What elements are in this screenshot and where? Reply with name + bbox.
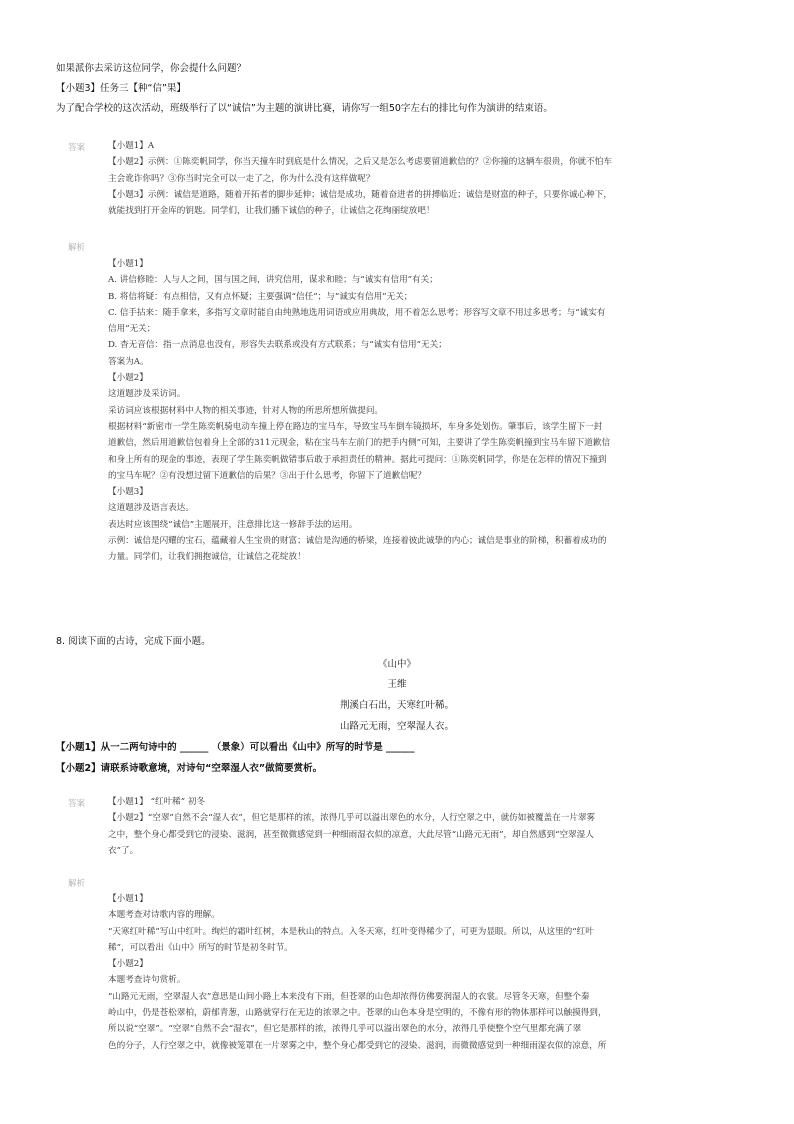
text-line: 采访词应该根据材料中人物的相关事迹，针对人物的所思所想所做提问。: [108, 405, 384, 416]
text-line: 主会讹诈你吗？③你当时完全可以一走了之，你为什么没有这样做呢？: [108, 173, 375, 184]
text-line: 之中，整个身心都受到它的浸染、滋润，甚至微微感觉到一种细雨湿衣似的凉意，大此尽管“山路元无雨”，却自然感到“空翠湿人: [108, 829, 594, 840]
text-line: 【小题3】: [108, 487, 148, 498]
text-line: 【小题1】: [108, 894, 148, 904]
text-line: 力量。同学们，让我们拥抱诚信，让诚信之花绽放！: [108, 552, 306, 563]
task3-title: 【小题3】任务三【种“信”果】: [56, 83, 186, 94]
question-8-heading: 8. 阅读下面的古诗，完成下面小题。: [56, 636, 211, 647]
answer-tag: 答案: [68, 143, 86, 153]
text-line: 本题考查对诗歌内容的理解。: [108, 910, 220, 921]
text-line: “天寒红叶稀”写山中红叶。绚烂的霜叶红树，本是秋山的特点。入冬天寒，红叶变得稀少了，可更为显眼。所以，从这里的“红叶: [108, 926, 594, 937]
text-line: 【小题3】示例：诚信是道路，随着开拓者的脚步延伸；诚信是成功，随着奋进者的拼搏临近；诚信是财富的种子，只要你诚心种下，: [108, 189, 612, 200]
text-line: 本题考查诗句赏析。: [108, 975, 186, 986]
analysis-tag: 解析: [68, 243, 86, 253]
text-line: B. 将信将疑：有点相信，又有点怀疑；主要强调“信任”；与“诚实有信用”无关；: [108, 291, 413, 302]
poem-title: 《山中》: [377, 659, 416, 670]
text-line: 就能找到打开金库的钥匙。同学们，让我们播下诚信的种子，让诚信之花绚丽绽放吧！: [108, 206, 435, 217]
text-line: 所以说“空翠”。“空翠”自然不会“湿衣”，但它是那样的浓，浓得几乎可以溢出翠色的水分，浓得几乎使整个空气里都充满了翠: [108, 1024, 582, 1035]
text-line: 稀”，可以看出《山中》所写的时节是初冬时节。: [108, 942, 293, 953]
analysis-tag-2: 解析: [68, 879, 86, 889]
text-line: “山路元无雨，空翠湿人衣”意思是山间小路上本来没有下雨，但苍翠的山色却浓得仿佛要润湿人的衣裳。尽管冬天寒，但整个秦: [108, 991, 590, 1002]
text-line: 信用”无关；: [108, 324, 156, 335]
subquestion-1: 【小题1】从一二两句诗中的 ______ （景象）可以看出《山中》所写的时节是 ______: [56, 742, 415, 753]
text-line: C. 信手拈来：随手拿来，多指写文章时能自由纯熟地选用词语或应用典故，用不着怎么思考；形容写文章不用过多思考；与“诚实有: [108, 307, 606, 318]
question-line: 如果派你去采访这位同学，你会提什么问题？: [56, 63, 247, 74]
text-line: 色的分子，人行空翠之中，就像被笼罩在一片翠雾之中，整个身心都受到它的浸染、滋润，而微微感觉到一种细雨湿衣似的凉意，所: [108, 1040, 607, 1051]
text-line: 【小题2】示例：①陈奕帆同学，你当天撞车时到底是什么情况，之后又是怎么考虑要留道歉信的？②你撞的这辆车很贵，你就不怕车: [108, 157, 612, 168]
text-line: 衣”了。: [108, 845, 139, 856]
text-line: 和身上所有的现金的事迹，表现了学生陈奕帆做错事后敢于承担责任的精神。据此可提问：①陈奕帆同学，你是在怎样的情况下撞到: [108, 454, 607, 465]
text-line: 示例：诚信是闪耀的宝石，蕴藏着人生宝贵的财富；诚信是沟通的桥梁，连接着彼此诚挚的内心；诚信是事业的阶梯，积蓄着成功的: [108, 536, 607, 547]
text-line: 的宝马车呢？②有没想过留下道歉信的后果？③出于什么思考，你留下了道歉信呢？: [108, 470, 426, 481]
poem-author: 王维: [387, 679, 407, 690]
answer-block-2: [108, 794, 780, 859]
text-line: 道歉信，然后用道歉信包着身上全部的311元现金，粘在宝马车左前门的把手内侧”可知，主要讲了学生陈奕帆撞到宝马车留下道歉信: [108, 438, 611, 449]
text-line: 表达时应该围绕“诚信”主题展开，注意排比这一修辞手法的运用。: [108, 519, 358, 530]
text-line: 【小题2】“空翠”自然不会“湿人衣”，但它是那样的浓，浓得几乎可以溢出翠色的水分，人行空翠之中，就仿如被覆盖在一片翠雾: [108, 813, 596, 824]
poem-line-1: 荆溪白石出，天寒红叶稀。: [339, 700, 454, 711]
text-line: A. 讲信修睦：人与人之间，国与国之间，讲究信用，谋求和睦；与“诚实有信用”有关；: [108, 275, 438, 286]
text-line: 根据材料“新密市一学生陈奕帆骑电动车撞上停在路边的宝马车，导致宝马车倒车镜损坏，车身多处划伤。肇事后，该学生留下一封: [108, 421, 603, 432]
analysis-block: [108, 256, 780, 566]
text-line: 答案为A。: [108, 356, 149, 367]
text-line: 【小题1】 “红叶稀” 初冬: [108, 797, 206, 807]
answer-tag-2: 答案: [68, 799, 86, 809]
subquestion-2: 【小题2】请联系诗歌意境，对诗句“空翠湿人衣”做简要赏析。: [56, 763, 323, 774]
text-line: 【小题1】A: [108, 141, 155, 151]
text-line: 【小题2】: [108, 373, 148, 384]
text-line: 这道题涉及采访词。: [108, 389, 186, 400]
text-line: 岭山中，仍是苍松翠柏，蔚郁青葱，山路就穿行在无边的浓翠之中。苍翠的山色本身是空明的，不像有形的物体那样可以触摸得到，: [108, 1008, 607, 1019]
text-line: 这道题涉及语言表达。: [108, 503, 194, 514]
text-line: 【小题1】: [108, 259, 148, 269]
answer-block: [108, 138, 780, 219]
task3-prompt: 为了配合学校的这次活动，班级举行了以“诚信”为主题的演讲比赛，请你写一组50字左右的排比句作为演讲的结束语。: [56, 103, 553, 114]
text-line: D. 杳无音信：指一点消息也没有，形容失去联系或没有方式联系；与“诚实有信用”无关；: [108, 340, 447, 351]
poem-line-2: 山路元无雨，空翠湿人衣。: [339, 721, 454, 732]
analysis-block-2: [108, 891, 780, 1054]
text-line: 【小题2】: [108, 959, 148, 970]
